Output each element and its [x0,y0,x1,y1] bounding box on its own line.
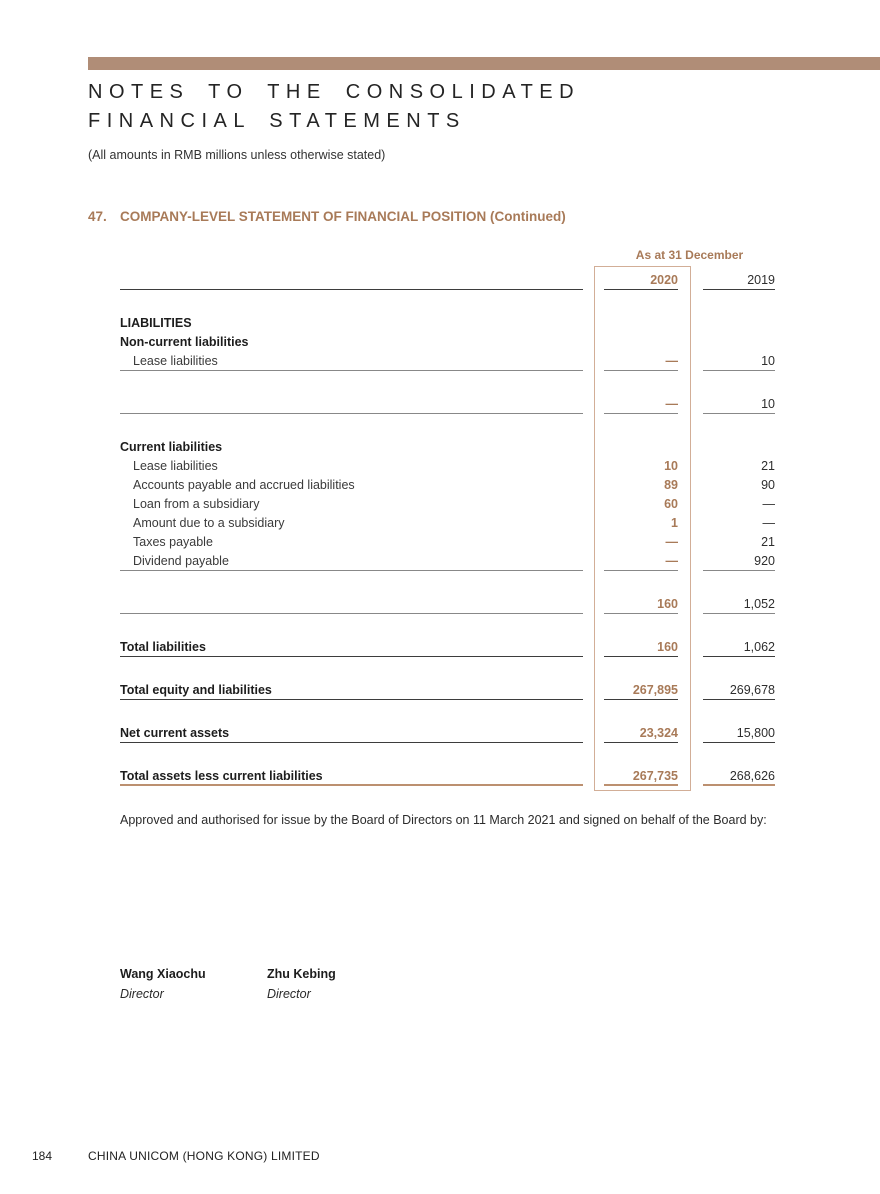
value-2020: — [665,535,678,549]
table-row [120,314,775,333]
signatory-name: Zhu Kebing [267,967,336,981]
amounts-note: (All amounts in RMB millions unless otherwise stated) [88,148,386,162]
table-row [120,724,775,743]
value-2019: 920 [703,552,775,571]
financial-position-table [120,248,775,786]
column-header-2020: 2020 [604,265,678,290]
value-2020: 89 [664,478,678,492]
row-label: Amount due to a subsidiary [133,516,285,530]
table-row [120,514,775,533]
value-2019: 1,052 [703,595,775,614]
value-2019: 21 [761,535,775,549]
table-row [120,457,775,476]
value-2020: 1 [671,516,678,530]
period-header: As at 31 December [635,248,744,262]
value-2019 [703,333,775,352]
value-2019: 268,626 [703,767,775,786]
table-row [120,767,775,786]
value-2020: 267,735 [604,767,678,786]
value-2020: 23,324 [604,724,678,743]
table-row [120,395,775,414]
value-2019: 15,800 [703,724,775,743]
company-name: CHINA UNICOM (HONG KONG) LIMITED [88,1149,320,1163]
label-column-header [120,265,583,290]
row-label: Taxes payable [133,535,213,549]
value-2020: 267,895 [604,681,678,700]
value-2020: — [604,552,678,571]
value-2019: 90 [761,478,775,492]
signature-block [120,967,414,1001]
table-row [120,533,775,552]
signatory [267,967,414,1001]
value-2020: — [604,395,678,414]
row-label: Total assets less current liabilities [120,767,583,786]
section-heading [88,209,566,224]
table-row [120,476,775,495]
page-title-line1: NOTES TO THE CONSOLIDATED [88,81,581,103]
row-label [120,395,583,414]
value-2019 [703,438,775,457]
value-2019: 10 [703,395,775,414]
row-label: Total equity and liabilities [120,681,583,700]
table-row [120,681,775,700]
signatory-name: Wang Xiaochu [120,967,206,981]
column-header-2019: 2019 [703,265,775,290]
table-row [120,352,775,371]
value-2019: — [762,516,775,530]
row-label: Net current assets [120,724,583,743]
row-label: LIABILITIES [120,316,192,330]
value-2020: 10 [664,459,678,473]
row-label: Accounts payable and accrued liabilities [133,478,355,492]
column-header-row [120,265,775,290]
value-2020 [604,333,678,352]
value-2020 [604,438,678,457]
signatory-title: Director [120,987,164,1001]
page-title [88,78,788,136]
value-2020 [604,314,678,333]
row-label: Current liabilities [120,440,223,454]
row-label: Loan from a subsidiary [133,497,260,511]
section-title: COMPANY-LEVEL STATEMENT OF FINANCIAL POSITION (Continued) [120,209,566,224]
page-number: 184 [32,1149,53,1163]
table-row [120,595,775,614]
table-row [120,495,775,514]
row-label: Dividend payable [120,552,583,571]
value-2019: 10 [703,352,775,371]
value-2019: — [762,497,775,511]
row-label: Lease liabilities [133,459,218,473]
value-2019: 1,062 [703,638,775,657]
row-label: Total liabilities [120,638,583,657]
row-label: Lease liabilities [120,352,583,371]
row-label: Non-current liabilities [120,335,249,349]
signatory-title: Director [267,987,311,1001]
value-2019 [703,314,775,333]
table-row [120,333,775,352]
table-rows [120,314,775,786]
page-title-line2: FINANCIAL STATEMENTS [88,110,466,132]
value-2019: 21 [761,459,775,473]
value-2019: 269,678 [703,681,775,700]
row-label [120,595,583,614]
signatory [120,967,267,1001]
value-2020: 160 [604,638,678,657]
table-row [120,438,775,457]
value-2020: — [604,352,678,371]
approval-statement: Approved and authorised for issue by the Board of Directors on 11 March 2021 and signed on behalf of the Board by: [120,813,767,827]
value-2020: 160 [604,595,678,614]
table-row [120,552,775,571]
value-2020: 60 [664,497,678,511]
header-accent-bar [88,57,880,70]
section-number: 47. [88,209,107,224]
table-row [120,638,775,657]
